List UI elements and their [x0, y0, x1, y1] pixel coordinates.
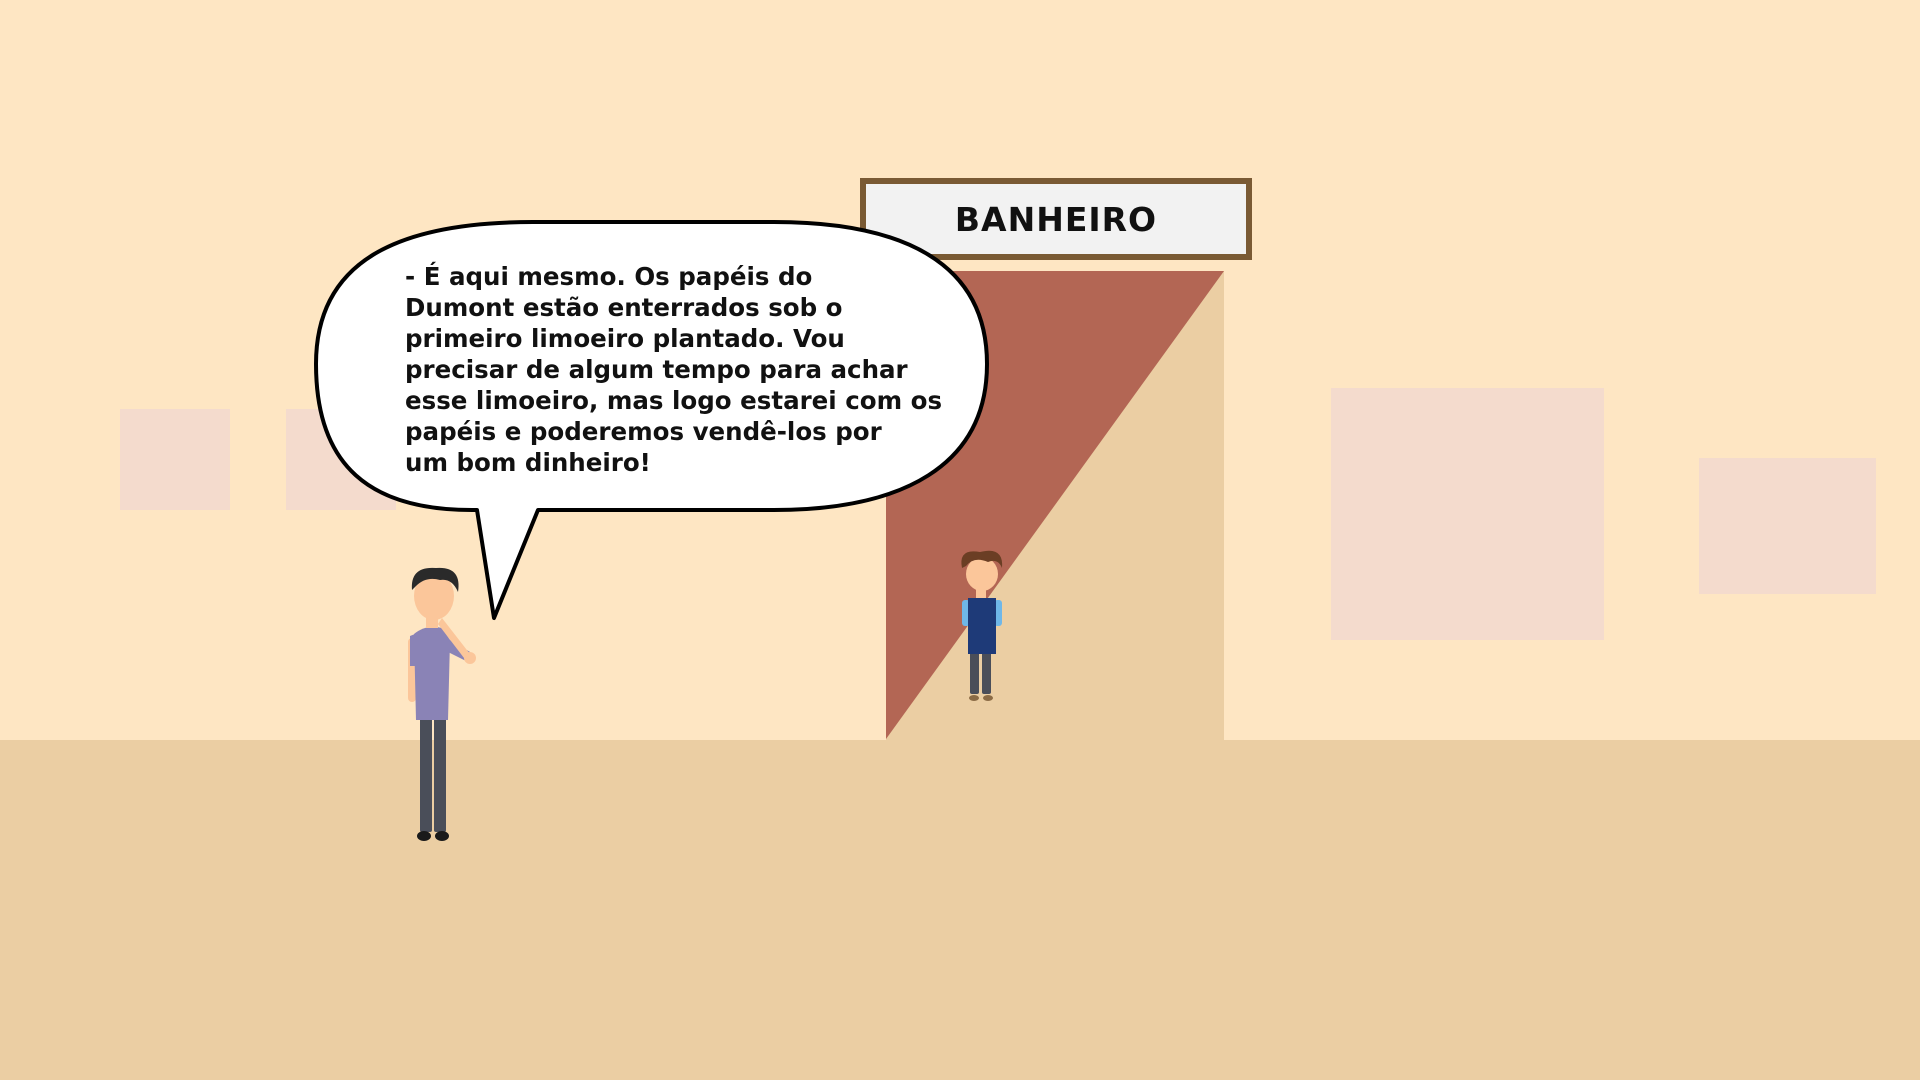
bathroom-sign-label: BANHEIRO — [954, 199, 1158, 239]
man-on-phone-icon[interactable] — [396, 562, 496, 852]
floor — [0, 740, 1920, 1080]
wall-window — [1699, 458, 1876, 594]
wall-window — [1331, 388, 1604, 640]
boy-in-vest-icon[interactable] — [948, 538, 1018, 708]
speech-bubble-text: - É aqui mesmo. Os papéis do Dumont estão enterrados sob o primeiro limoeiro plantado. Vou precisar de algum tempo para achar esse limoeiro, mas logo estarei com os papéis e poderemos vendê-los por um bom dinheiro! — [405, 262, 943, 477]
wall-window — [120, 409, 230, 510]
